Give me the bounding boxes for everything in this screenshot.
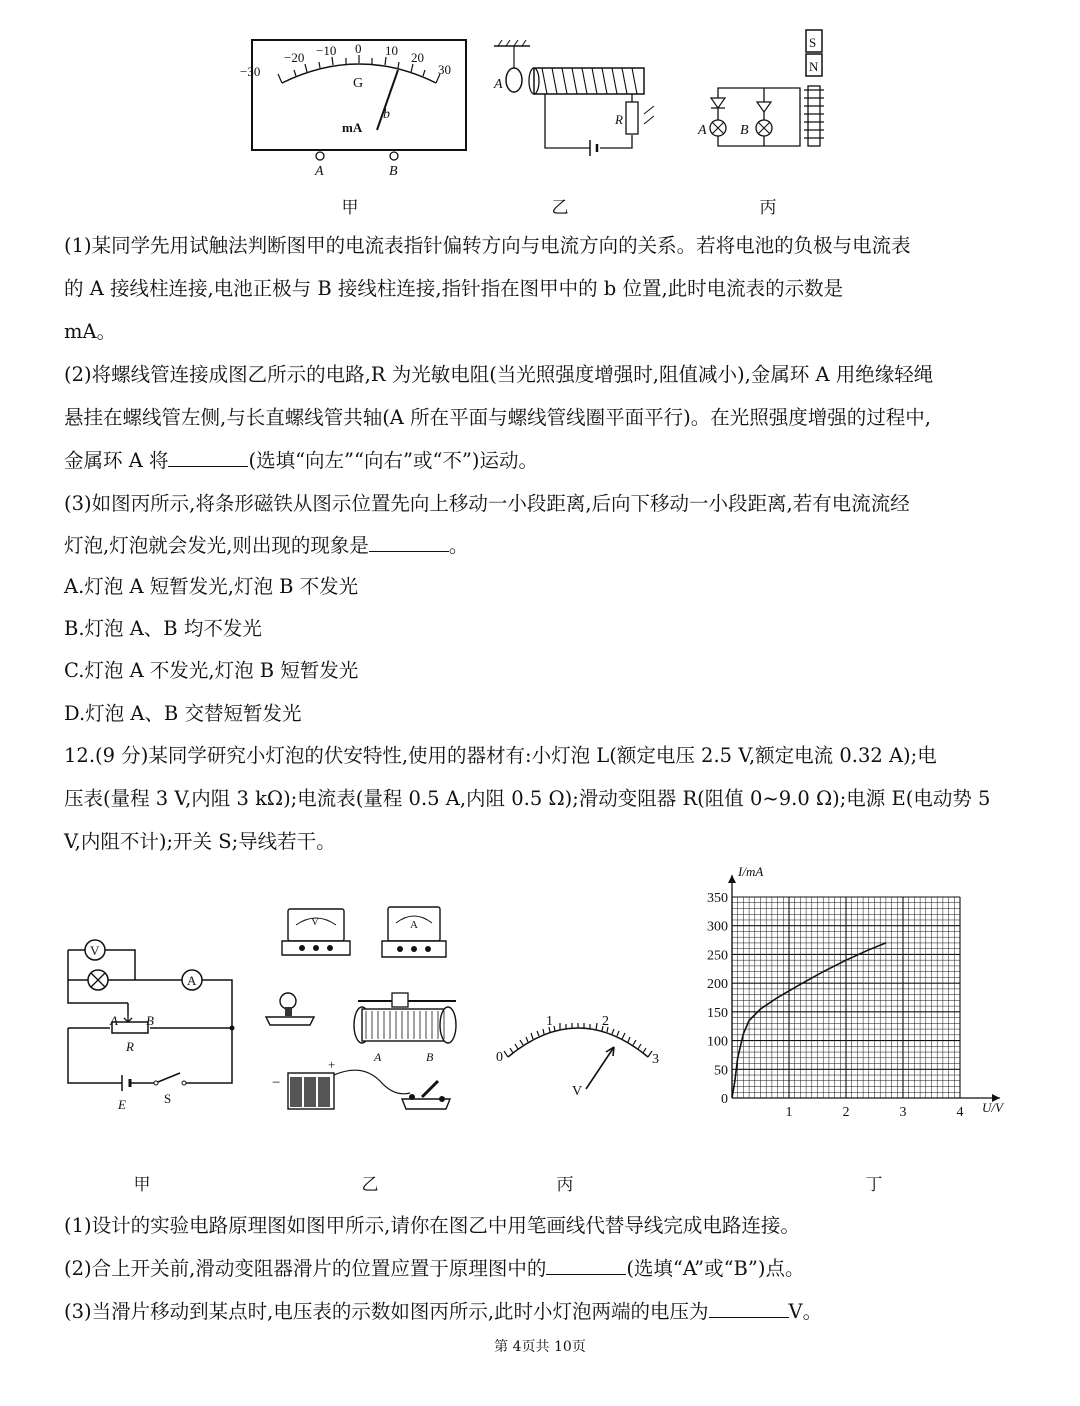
q11-3-text-a: 灯泡,灯泡就会发光,则出现的现象是: [64, 534, 369, 557]
chart-xlabel: U/V: [982, 1100, 1003, 1115]
terminal-b: B: [389, 164, 398, 179]
q12-sub3-a: (3)当滑片移动到某点时,电压表的示数如图丙所示,此时小灯泡两端的电压为: [64, 1300, 709, 1323]
footer-text-c: 页: [571, 1339, 586, 1355]
answer-blank[interactable]: [168, 448, 248, 467]
battery-plus: +: [328, 1057, 336, 1072]
q11-2-line1: (2)将螺线管连接成图乙所示的电路,R 为光敏电阻(当光照强度增强时,阻值减小),金属环 A 用绝缘轻绳: [64, 363, 934, 386]
q11-2-text-b: (选填“向左”“向右”或“不”)运动。: [248, 449, 539, 472]
fig-apparatus: [262, 903, 472, 1118]
option-b: B.灯泡 A、B 均不发光: [64, 617, 262, 640]
option-d: D.灯泡 A、B 交替短暂发光: [64, 702, 302, 725]
scale-10: 10: [385, 43, 398, 58]
axis-arrows: [728, 875, 1000, 1102]
pole-n: N: [809, 59, 819, 74]
footer-text-b: 页共: [521, 1339, 554, 1355]
photoresistor: [626, 102, 638, 134]
dial-0: 0: [496, 1050, 503, 1065]
y-tick-label: 350: [707, 891, 728, 906]
footer-total: 10: [554, 1339, 572, 1355]
circuit-v: V: [90, 943, 100, 958]
chart-ylabel: I/mA: [738, 864, 764, 879]
bulb-label-a: A: [698, 123, 707, 138]
caption-yi-top: 乙: [551, 198, 569, 218]
q11-1-line2: 的 A 接线柱连接,电池正极与 B 接线柱连接,指针指在图甲中的 b 位置,此时电流表的示数是: [64, 277, 844, 300]
fig-solenoid: [490, 40, 660, 165]
x-tick-label: 1: [785, 1105, 793, 1120]
answer-blank[interactable]: [546, 1256, 626, 1275]
answer-blank[interactable]: [709, 1299, 789, 1318]
y-tick-label: 50: [714, 1063, 728, 1079]
q11-3-line2: [64, 530, 468, 558]
dial-pointer: [586, 1047, 614, 1089]
q12-sub3: [64, 1296, 822, 1324]
q12-line3: V,内阻不计);开关 S;导线若干。: [64, 830, 336, 853]
dial-2: 2: [602, 1014, 609, 1029]
q12-sub2: [64, 1253, 804, 1281]
answer-blank[interactable]: [369, 533, 449, 552]
battery-device: [288, 1073, 334, 1109]
caption-jia-bottom: 甲: [133, 1175, 151, 1195]
footer-page: 4: [512, 1339, 522, 1355]
iu-chart: [690, 860, 1030, 1125]
device-ra: A: [374, 1050, 382, 1064]
q12-sub2-b: (选填“A”或“B”)点。: [626, 1257, 805, 1280]
fig-circuit-diagram: [60, 935, 250, 1115]
ring-label-a: A: [494, 77, 503, 92]
lamp-holder: [266, 1017, 314, 1025]
q11-1-line3: mA。: [64, 320, 117, 343]
dial-1: 1: [546, 1014, 553, 1029]
caption-jia-top: 甲: [341, 198, 359, 218]
bulb-label-b: B: [740, 123, 749, 138]
q12-sub1: (1)设计的实验电路原理图如图甲所示,请你在图乙中用笔画线代替导线完成电路连接。: [64, 1214, 800, 1237]
q12-sub2-a: (2)合上开关前,滑动变阻器滑片的位置应置于原理图中的: [64, 1257, 547, 1280]
circuit-r: R: [126, 1039, 134, 1054]
scale-m30: −30: [240, 64, 261, 79]
y-tick-label: 150: [707, 1005, 728, 1021]
x-tick-label: 4: [956, 1105, 964, 1120]
terminal-a: A: [315, 164, 324, 179]
q11-1-line1: (1)某同学先用试触法判断图甲的电流表指针偏转方向与电流方向的关系。若将电池的负极与电流表: [64, 234, 911, 257]
rheostat-device: [354, 993, 456, 1043]
q11-3-line1: (3)如图丙所示,将条形磁铁从图示位置先向上移动一小段距离,后向下移动一小段距离,若有电流流经: [64, 492, 910, 515]
option-c: C.灯泡 A 不发光,灯泡 B 短暂发光: [64, 659, 359, 682]
caption-yi-bottom: 乙: [361, 1175, 379, 1195]
q12-line1: 12.(9 分)某同学研究小灯泡的伏安特性,使用的器材有:小灯泡 L(额定电压 2.5 V,额定电流 0.32 A);电: [64, 744, 937, 767]
caption-bing-top: 丙: [759, 198, 777, 218]
scale-m20: −20: [284, 50, 305, 65]
dial-unit-v: V: [572, 1084, 583, 1099]
bulb-device: [280, 993, 296, 1009]
scale-0: 0: [355, 41, 362, 56]
x-tick-label: 2: [842, 1105, 850, 1120]
device-v: V: [311, 916, 319, 928]
y-tick-label: 250: [707, 948, 728, 964]
circuit-s: S: [164, 1091, 172, 1106]
q11-2-text-a: 金属环 A 将: [64, 449, 169, 472]
caption-bing-bottom: 丙: [556, 1175, 574, 1195]
fig-voltmeter-dial: [490, 1005, 670, 1105]
option-a: A.灯泡 A 短暂发光,灯泡 B 不发光: [64, 575, 359, 598]
q12-sub3-b: V。: [788, 1300, 823, 1323]
iu-curve: [732, 943, 886, 1098]
page-footer: [0, 1336, 1080, 1356]
circuit-rb: B: [146, 1013, 154, 1028]
y-tick-label: 300: [707, 919, 728, 935]
y-tick-label: 200: [707, 977, 728, 993]
circuit-e: E: [118, 1097, 126, 1112]
pointer-label-b: b: [383, 107, 390, 122]
fig-ammeter: [240, 30, 480, 185]
dial-3: 3: [652, 1052, 659, 1067]
q12-line2: 压表(量程 3 V,内阻 3 kΩ);电流表(量程 0.5 A,内阻 0.5 Ω);滑动变阻器 R(阻值 0~9.0 Ω);电源 E(电动势 5: [64, 787, 991, 810]
scale-20: 20: [411, 50, 424, 65]
circuit-ra: A: [110, 1013, 118, 1028]
scale-30: 30: [438, 62, 451, 77]
q11-3-text-b: 。: [448, 534, 469, 557]
q11-2-line2: 悬挂在螺线管左侧,与长直螺线管共轴(A 所在平面与螺线管线圈平面平行)。在光照强度增强的过程中,: [64, 406, 931, 429]
device-rb: B: [426, 1050, 434, 1064]
meter-unit: mA: [342, 120, 363, 135]
x-tick-label: 3: [899, 1105, 907, 1120]
y-tick-label: 0: [721, 1092, 728, 1107]
pole-s: S: [809, 35, 817, 50]
battery-minus: −: [272, 1075, 281, 1091]
resistor-label-r: R: [615, 112, 623, 127]
meter-label-g: G: [353, 76, 364, 91]
fig-magnet-bulbs: [696, 28, 846, 158]
footer-text-a: 第: [494, 1339, 513, 1355]
caption-ding-bottom: 丁: [865, 1175, 883, 1195]
circuit-a: A: [187, 973, 197, 988]
q11-2-line3: [64, 445, 538, 473]
scale-m10: −10: [316, 43, 337, 58]
metal-ring: [506, 68, 522, 92]
device-a: A: [410, 919, 418, 931]
y-tick-label: 100: [707, 1034, 728, 1050]
